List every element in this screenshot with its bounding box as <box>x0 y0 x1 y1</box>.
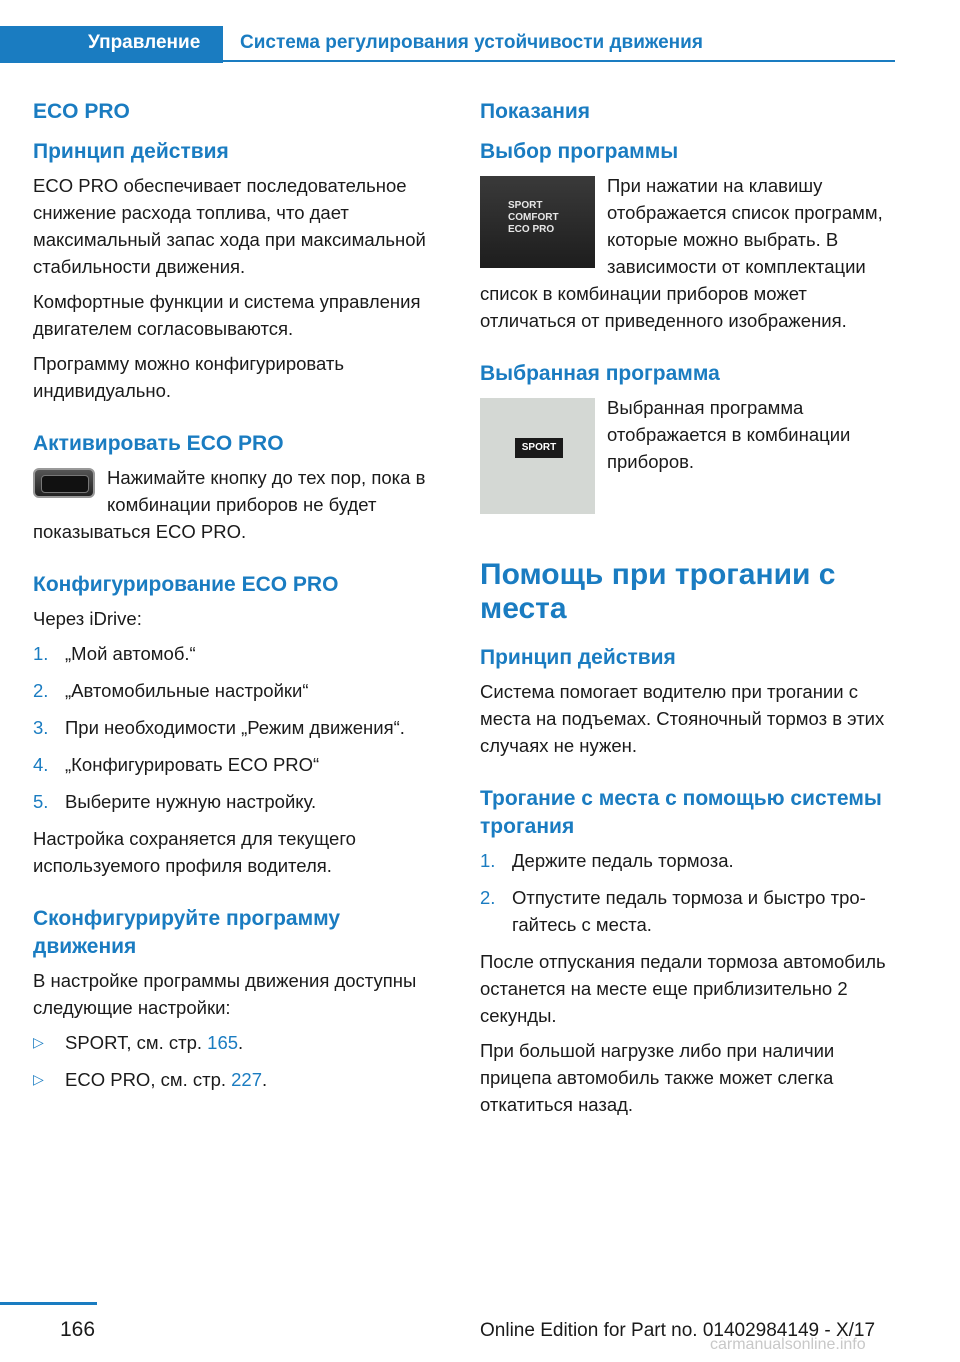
readings-heading: Показания <box>480 100 591 123</box>
drive-program-heading: Сконфигурируйте программу движения <box>33 907 341 958</box>
select-program-heading: Выбор программы <box>480 140 679 163</box>
triangle-bullet-icon: ▷ <box>33 1071 44 1087</box>
header-rule <box>223 60 895 62</box>
list-item: 2. Отпустите педаль тормоза и быстро трогайтесь с места. <box>480 887 866 935</box>
launch-paragraph-1: После отпускания педали тормоза автомобиль останется на месте еще приблизительно 2 секунды. <box>480 951 886 1026</box>
selected-program-heading: Выбранная программа <box>480 362 720 385</box>
page-link-165[interactable]: 165 <box>207 1032 239 1053</box>
section-title: Система регулирования устойчивости движения <box>240 32 703 53</box>
switch-icon <box>33 468 95 498</box>
chapter-tab: Управление <box>0 26 223 63</box>
list-item: 2. „Автомобильные настройки“ <box>33 680 309 701</box>
program-list-image <box>480 176 595 268</box>
edition-note: Online Edition for Part no. 01402984149 - X/17 <box>480 1320 876 1341</box>
page-number: 166 <box>60 1318 96 1341</box>
page-link-227[interactable]: 227 <box>231 1069 263 1090</box>
configure-steps <box>33 640 443 815</box>
drive-program-paragraph: В настройке программы движения доступны следующие настройки: <box>33 970 417 1018</box>
left-column <box>33 100 443 1103</box>
screen-item-comfort: COMFORT <box>508 212 559 223</box>
principle-paragraph-3: Программу можно конфигурировать индивидуально. <box>33 353 345 401</box>
launch-principle-paragraph: Система помогает водителю при трогании с места на подъемах. Стояночный тормоз в этих случаях не нужен. <box>480 681 885 756</box>
screen-item-eco-pro: ECO PRO <box>508 224 555 235</box>
triangle-bullet-icon: ▷ <box>33 1034 44 1050</box>
launch-steps <box>480 847 895 938</box>
list-item: ▷ ECO PRO, см. стр. 227. <box>33 1066 443 1093</box>
drive-program-list <box>33 1029 443 1093</box>
list-item: ▷ SPORT, см. стр. 165. <box>33 1029 443 1056</box>
selected-program-image <box>480 398 595 514</box>
principle-heading: Принцип действия <box>33 140 229 163</box>
list-item: 4. „Конфигурировать ECO PRO“ <box>33 754 320 775</box>
launch-principle-heading: Принцип действия <box>480 646 676 669</box>
list-item: 1. Держите педаль тормоза. <box>480 850 734 871</box>
launch-howto-heading: Трогание с места с помощью системы трогания <box>480 787 882 838</box>
driving-switch-image <box>33 468 95 498</box>
principle-paragraph-1: ECO PRO обеспечивает последовательное снижение расхода топлива, что дает максимальный запас хода при максимальной стабильности движения. <box>33 175 426 277</box>
selected-program-screen <box>480 398 595 514</box>
list-item: 1. „Мой автомоб.“ <box>33 643 196 664</box>
activate-paragraph: Нажимайте кнопку до тех пор, пока в комбинации приборов не будет показываться ECO PRO. <box>33 467 426 542</box>
screen-item-sport: SPORT <box>508 200 543 211</box>
configure-intro: Через iDrive: <box>33 608 142 629</box>
footer-rule <box>0 1302 97 1305</box>
activate-heading: Активировать ECO PRO <box>33 432 284 455</box>
running-header <box>0 0 960 62</box>
list-item: 5. Выберите нужную настройку. <box>33 791 317 812</box>
configure-note: Настройка сохраняется для текущего используемого профиля водителя. <box>33 828 356 876</box>
launch-paragraph-2: При большой нагрузке либо при наличии прицепа автомобиль также может слегка откатиться назад. <box>480 1040 835 1115</box>
program-list-screen <box>480 176 595 268</box>
right-column <box>480 100 895 1126</box>
launch-assist-heading: Помощь при трогании с места <box>480 558 836 625</box>
list-item: 3. При необходимости „Режим движения“. <box>33 717 405 738</box>
select-program-paragraph: При нажатии на клавишу отображается список программ, которые можно выбрать. В зависимости от комплектации список в комбинации приборов может отличаться от приведенного изображения. <box>480 175 883 331</box>
configure-heading: Конфигурирование ECO PRO <box>33 573 339 596</box>
sport-badge: SPORT <box>515 438 563 458</box>
watermark: carmanualsonline.info <box>710 1336 866 1353</box>
selected-program-paragraph: Выбранная программа отображается в комбинации приборов. <box>607 397 851 472</box>
principle-paragraph-2: Комфортные функции и система управления двигателем согласовываются. <box>33 291 421 339</box>
eco-pro-heading: ECO PRO <box>33 100 130 123</box>
